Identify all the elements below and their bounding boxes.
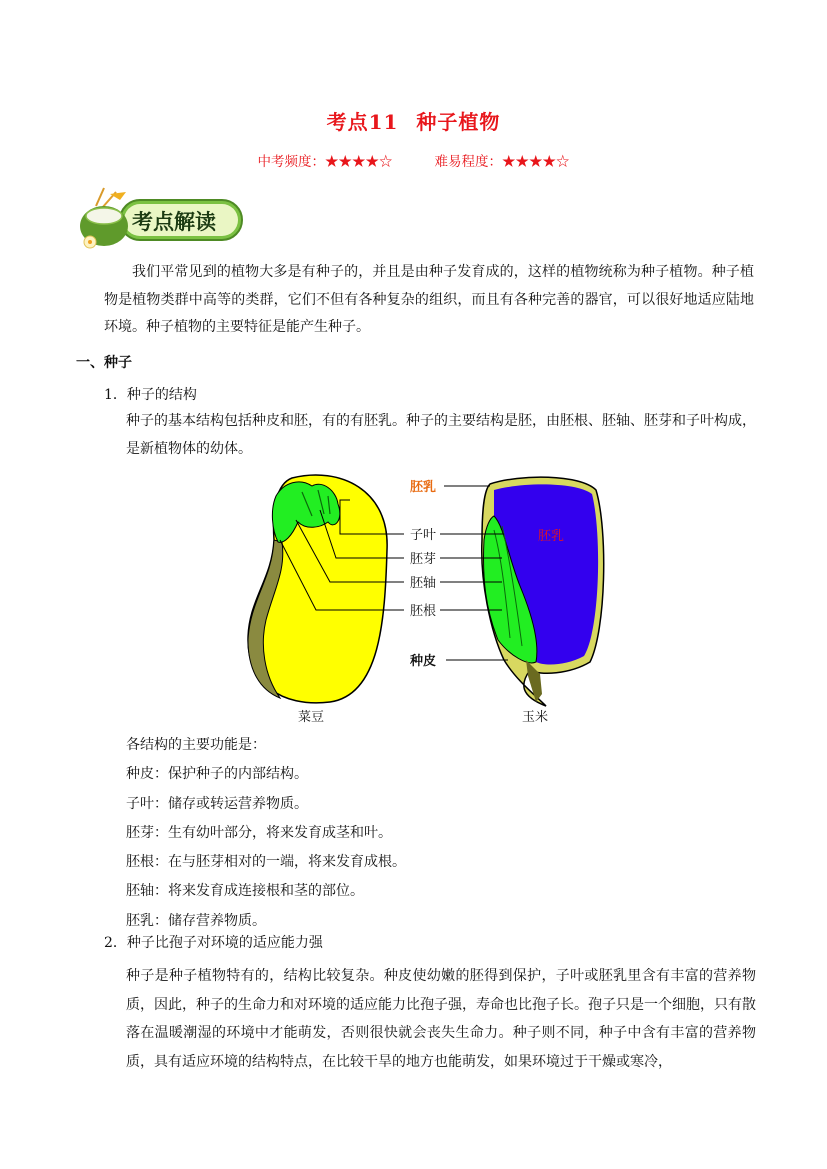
- title-text: 种子植物: [416, 110, 501, 134]
- subheading-adaptation: 2．种子比孢子对环境的适应能力强: [104, 935, 323, 951]
- label-radicle: 胚根: [410, 604, 437, 619]
- subheading-structure: 1．种子的结构: [104, 387, 197, 403]
- frequency-rating: 中考频度：★★★★☆: [257, 154, 393, 170]
- function-list: [126, 731, 406, 936]
- label-cotyledon: 子叶: [410, 528, 437, 543]
- straw-icon: [96, 188, 104, 206]
- page-title: [0, 106, 827, 135]
- adaptation-paragraph: 种子是种子植物特有的，结构比较复杂。种皮使幼嫩的胚得到保护，子叶或胚乳里含有丰富的营养物质，因此，种子的生命力和对环境的适应能力比孢子强，寿命也比孢子长。孢子只是一个细胞，只有散落在温暖潮湿的环境中才能萌发，否则很快就会丧失生命力。种子则不同，种子中含有丰富的营养物质，具有适应环境的结构特点，在比较干旱的地方也能萌发，如果环境过于干燥或寒冷，: [126, 968, 756, 1070]
- list-item: 胚轴：将来发育成连接根和茎的部位。: [126, 883, 364, 900]
- label-plumule: 胚芽: [410, 552, 437, 567]
- difficulty-line: [0, 150, 827, 170]
- list-item: 子叶：储存或转运营养物质。: [126, 795, 308, 812]
- section-banner: [76, 186, 246, 252]
- list-item: 胚芽：生有幼叶部分，将来发育成茎和叶。: [126, 824, 392, 841]
- banner-label: 考点解读: [132, 210, 216, 234]
- seed-structure-diagram: [240, 470, 610, 726]
- intro-paragraph: 我们平常见到的植物大多是有种子的，并且是由种子发育成的，这样的植物统称为种子植物。种子植物是植物类群中高等的类群，它们不但有各种复杂的组织，而且有各种完善的器官，可以很好地适应陆地环境。种子植物的主要特征是能产生种子。: [104, 264, 754, 335]
- label-endosperm-inside: 胚乳: [538, 529, 565, 544]
- list-item: 胚根：在与胚芽相对的一端，将来发育成根。: [126, 854, 406, 871]
- section-heading-seed: 一、种子: [76, 355, 132, 371]
- structure-paragraph: 种子的基本结构包括种皮和胚，有的有胚乳。种子的主要结构是胚，由胚根、胚轴、胚芽和子叶构成，是新植物体的幼体。: [126, 413, 756, 457]
- difficulty-rating: 难易程度：★★★★☆: [434, 154, 570, 170]
- list-item: 种皮：保护种子的内部结构。: [126, 766, 308, 783]
- functions-intro: 各结构的主要功能是：: [126, 737, 266, 753]
- label-endosperm-top: 胚乳: [410, 480, 437, 495]
- label-hypocotyl: 胚轴: [410, 576, 437, 591]
- title-code: 考点11: [326, 110, 399, 134]
- caption-bean: 菜豆: [298, 710, 325, 725]
- label-seed-coat: 种皮: [410, 654, 437, 669]
- bean-seed-drawing: [248, 475, 387, 703]
- caption-corn: 玉米: [522, 710, 549, 725]
- corn-seed-drawing: [482, 477, 604, 706]
- list-item: 胚乳：储存营养物质。: [126, 912, 266, 929]
